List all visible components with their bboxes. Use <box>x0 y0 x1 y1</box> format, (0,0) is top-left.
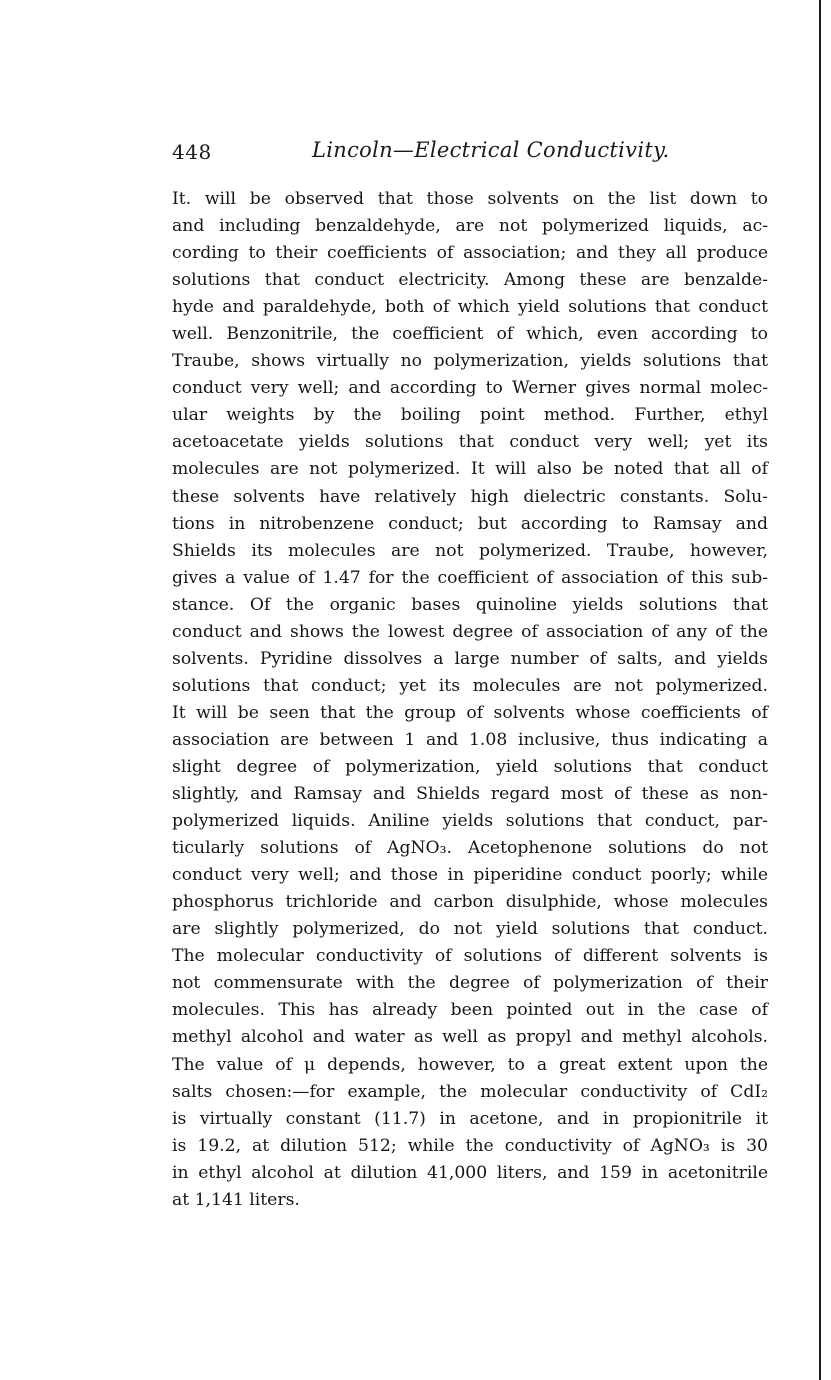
text-line: association are between 1 and 1.08 inclusive, thus indicating a <box>172 729 768 750</box>
page-header <box>172 136 768 170</box>
text-line: not commensurate with the degree of polymerization of their <box>172 973 768 994</box>
text-line: acetoacetate yields solutions that conduct very well; yet its <box>172 432 768 453</box>
text-line: are slightly polymerized, do not yield solutions that conduct. <box>172 919 768 940</box>
text-line: is 19.2, at dilution 512; while the conductivity of AgNO₃ is 30 <box>172 1135 768 1156</box>
text-line: molecules are not polymerized. It will also be noted that all of <box>172 459 768 480</box>
page-number: 448 <box>172 140 212 164</box>
text-line: phosphorus trichloride and carbon disulphide, whose molecules <box>172 892 768 913</box>
text-line: solutions that conduct electricity. Among these are benzalde- <box>172 270 768 291</box>
text-line: in ethyl alcohol at dilution 41,000 liters, and 159 in acetonitrile <box>172 1162 768 1183</box>
text-line: Traube, shows virtually no polymerization, yields solutions that <box>172 351 768 372</box>
text-line: well. Benzonitrile, the coefficient of which, even according to <box>172 324 768 345</box>
running-title: Lincoln—Electrical Conductivity. <box>312 138 670 162</box>
text-line: hyde and paraldehyde, both of which yield solutions that conduct <box>172 297 768 318</box>
text-line: solutions that conduct; yet its molecules are not polymerized. <box>172 675 768 696</box>
text-line: gives a value of 1.47 for the coefficient of association of this sub- <box>172 567 768 588</box>
text-line: ticularly solutions of AgNO₃. Acetophenone solutions do not <box>172 838 768 859</box>
text-line: polymerized liquids. Aniline yields solutions that conduct, par- <box>172 811 768 832</box>
text-line: salts chosen:—for example, the molecular conductivity of CdI₂ <box>172 1081 768 1102</box>
text-line: molecules. This has already been pointed out in the case of <box>172 1000 768 1021</box>
text-line: slightly, and Ramsay and Shields regard most of these as non- <box>172 784 768 805</box>
text-line: conduct and shows the lowest degree of association of any of the <box>172 621 768 642</box>
text-line: conduct very well; and according to Werner gives normal molec- <box>172 378 768 399</box>
text-line: It will be seen that the group of solvents whose coefficients of <box>172 702 768 723</box>
text-line: and including benzaldehyde, are not polymerized liquids, ac- <box>172 216 768 237</box>
text-line: stance. Of the organic bases quinoline yields solutions that <box>172 594 768 615</box>
text-line: Shields its molecules are not polymerized. Traube, however, <box>172 540 768 561</box>
text-line: cording to their coefficients of association; and they all produce <box>172 243 768 264</box>
text-line: It. will be observed that those solvents on the list down to <box>172 189 768 209</box>
text-line: tions in nitrobenzene conduct; but according to Ramsay and <box>172 513 768 534</box>
text-line: at 1,141 liters. <box>172 1189 300 1210</box>
text-line: solvents. Pyridine dissolves a large number of salts, and yields <box>172 648 768 669</box>
text-line: these solvents have relatively high dielectric constants. Solu- <box>172 486 768 507</box>
text-line: slight degree of polymerization, yield solutions that conduct <box>172 756 768 777</box>
text-line: The value of μ depends, however, to a great extent upon the <box>172 1054 768 1075</box>
text-line: methyl alcohol and water as well as propyl and methyl alcohols. <box>172 1027 768 1048</box>
text-line: ular weights by the boiling point method. Further, ethyl <box>172 405 768 426</box>
page-edge-rule <box>819 0 821 1380</box>
text-line: is virtually constant (11.7) in acetone, and in propionitrile it <box>172 1108 768 1129</box>
text-line: conduct very well; and those in piperidine conduct poorly; while <box>172 865 768 886</box>
text-line: The molecular conductivity of solutions of different solvents is <box>172 946 768 967</box>
body-paragraph <box>172 186 768 1214</box>
